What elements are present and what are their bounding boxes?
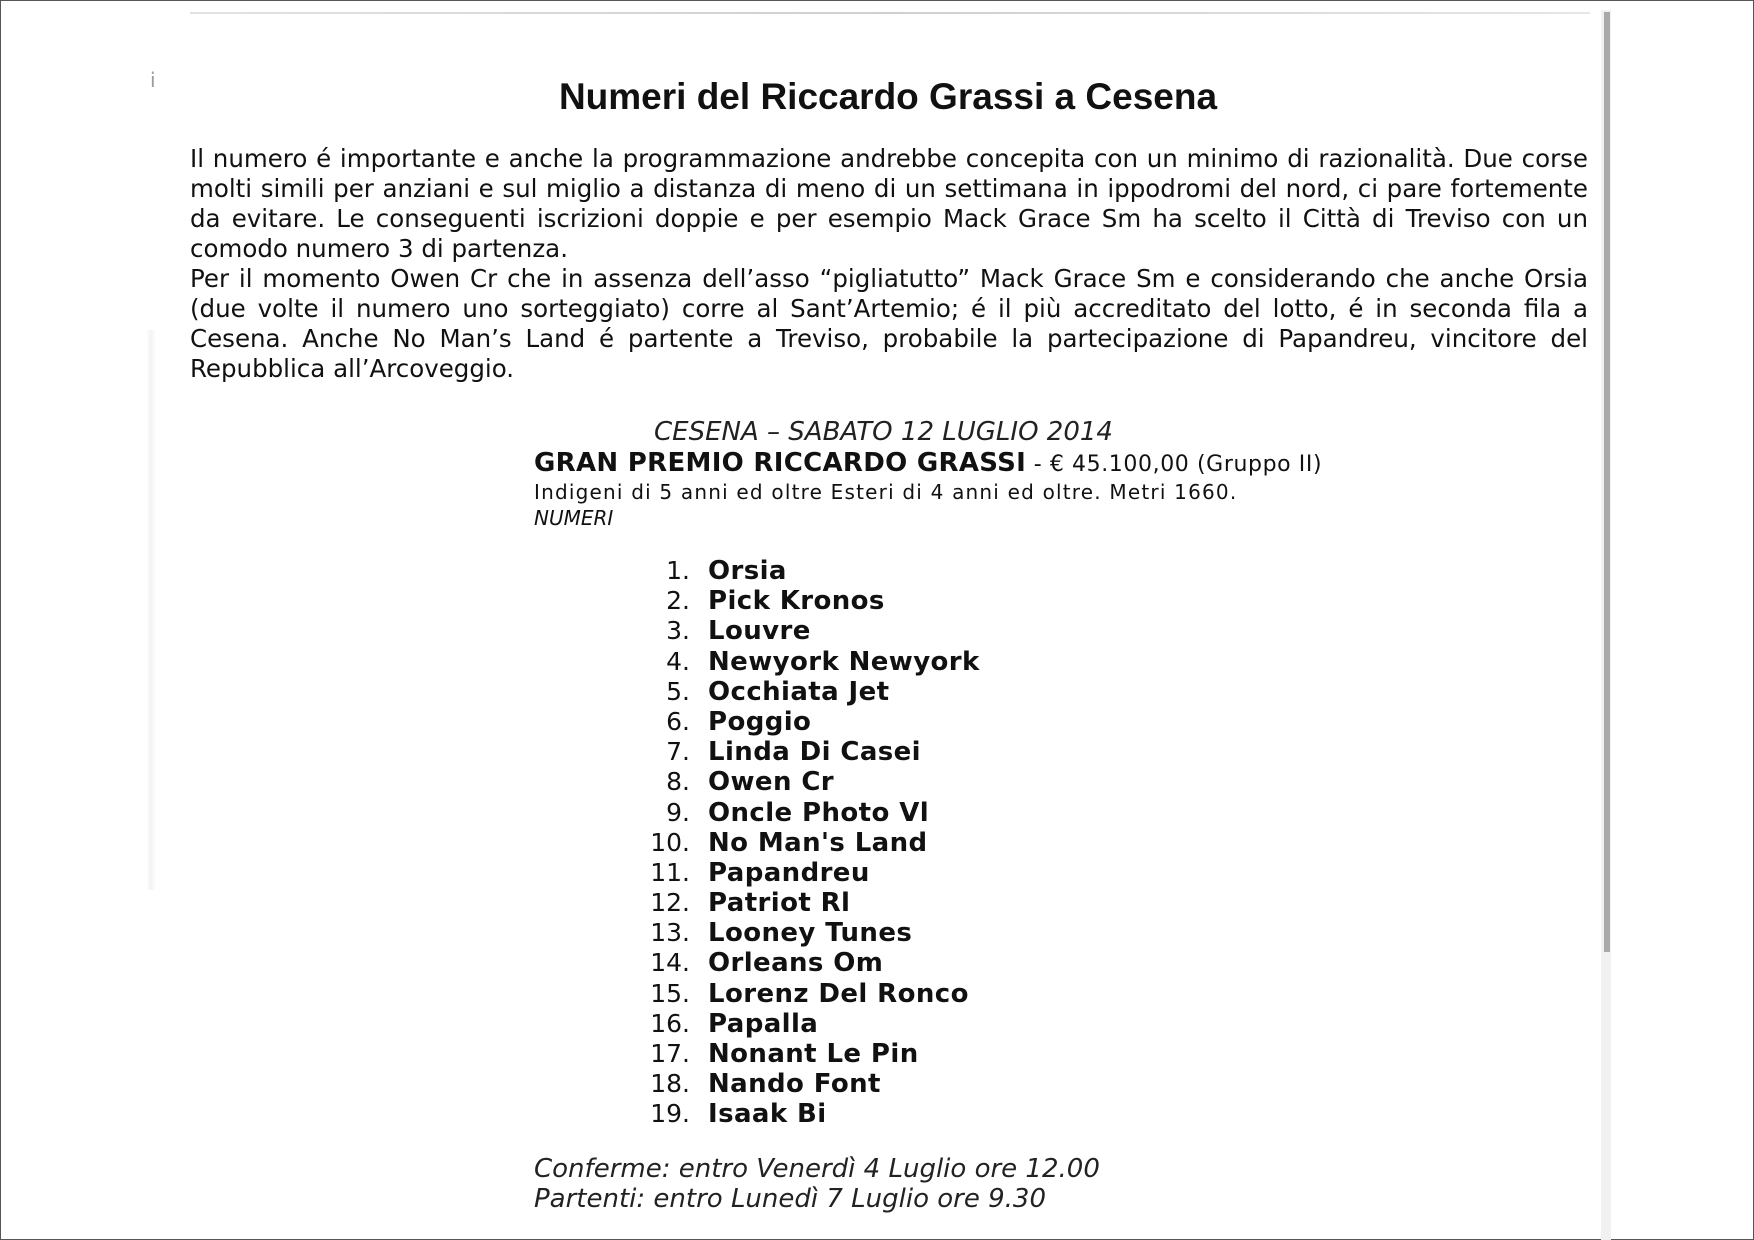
list-item xyxy=(620,979,980,1009)
race-conditions: Indigeni di 5 anni ed oltre Esteri di 4 anni ed oltre. Metri 1660. xyxy=(534,480,1238,504)
race-name: GRAN PREMIO RICCARDO GRASSI xyxy=(534,448,1027,478)
entry-number: 19. xyxy=(650,1099,690,1129)
entry-horse-name: Lorenz Del Ronco xyxy=(708,978,969,1009)
scrollbar-thumb[interactable] xyxy=(1604,12,1610,952)
entry-horse-name: No Man's Land xyxy=(708,827,928,858)
entry-horse-name: Nando Font xyxy=(708,1069,881,1100)
list-item xyxy=(620,828,980,858)
entry-number: 4. xyxy=(666,646,690,676)
intro-text xyxy=(190,144,1588,384)
list-item xyxy=(620,737,980,767)
entry-horse-name: Nonant Le Pin xyxy=(708,1039,919,1069)
list-item xyxy=(620,677,980,707)
entry-number: 11. xyxy=(650,857,690,887)
entry-horse-name: Looney Tunes xyxy=(708,918,913,949)
deadlines xyxy=(534,1154,1100,1214)
entry-number: 15. xyxy=(650,978,690,1008)
deadline-starters: Partenti: entro Lunedì 7 Luglio ore 9.30 xyxy=(534,1184,1047,1214)
list-item xyxy=(620,1069,980,1099)
margin-mark: i xyxy=(150,68,156,92)
list-item xyxy=(620,798,980,828)
list-item xyxy=(620,1039,980,1069)
list-item xyxy=(620,616,980,646)
entry-horse-name: Owen Cr xyxy=(708,767,835,798)
entry-horse-name: Papalla xyxy=(708,1008,819,1039)
intro-paragraph: Il numero é importante e anche la programmazione andrebbe concepita con un minimo di razionalità. Due corse molti simili per anziani e sul miglio a distanza di meno di un settimana in ippodromi del nord, ci pare fortemente da evitare. Le conseguenti iscrizioni doppie e per esempio Mack Grace Sm ha scelto il Città di Treviso con un comodo numero 3 di partenza. xyxy=(190,144,1588,263)
entry-number: 13. xyxy=(650,918,690,948)
entry-horse-name: Papandreu xyxy=(708,857,870,888)
entry-number: 16. xyxy=(650,1008,690,1038)
list-item xyxy=(620,767,980,797)
list-item xyxy=(620,888,980,918)
race-title-line xyxy=(534,448,1322,478)
list-item xyxy=(620,707,980,737)
entry-horse-name: Oncle Photo Vl xyxy=(708,797,930,828)
entry-number: 14. xyxy=(650,948,690,978)
intro-paragraph: Per il momento Owen Cr che in assenza dell’asso “pigliatutto” Mack Grace Sm e considerando che anche Orsia (due volte il numero uno sorteggiato) corre al Sant’Artemio; é il più accreditato del lotto, é in seconda fila a Cesena. Anche No Man’s Land é partente a Treviso, probabile la partecipazione di Papandreu, vincitore del Repubblica all’Arcoveggio. xyxy=(190,264,1588,383)
entry-horse-name: Pick Kronos xyxy=(708,586,885,617)
entry-horse-name: Occhiata Jet xyxy=(708,676,890,707)
entry-number: 5. xyxy=(666,676,690,706)
entry-number: 12. xyxy=(650,888,690,918)
page-title: Numeri del Riccardo Grassi a Cesena xyxy=(558,76,1218,117)
entry-horse-name: Poggio xyxy=(708,706,812,737)
numbers-label: NUMERI xyxy=(534,506,614,530)
list-item xyxy=(620,647,980,677)
entry-number: 17. xyxy=(650,1039,690,1068)
entry-horse-name: Newyork Newyork xyxy=(708,646,980,677)
entry-number: 3. xyxy=(666,616,690,646)
entry-number: 1. xyxy=(666,556,690,585)
entry-number: 7. xyxy=(666,737,690,767)
entry-number: 10. xyxy=(650,827,690,857)
entry-horse-name: Orsia xyxy=(708,556,787,586)
list-item xyxy=(620,948,980,978)
entry-number: 9. xyxy=(666,797,690,827)
top-rule xyxy=(190,12,1590,14)
list-item xyxy=(620,586,980,616)
deadline-confirmations: Conferme: entro Venerdì 4 Luglio ore 12.00 xyxy=(534,1154,1100,1184)
entry-horse-name: Linda Di Casei xyxy=(708,737,921,768)
race-prize: - € 45.100,00 (Gruppo II) xyxy=(1026,452,1323,477)
entry-number: 18. xyxy=(650,1069,690,1099)
entry-number: 8. xyxy=(666,767,690,797)
left-margin-shade xyxy=(146,330,156,890)
entry-horse-name: Isaak Bi xyxy=(708,1099,827,1130)
entry-number: 6. xyxy=(666,706,690,736)
race-date-line: CESENA – SABATO 12 LUGLIO 2014 xyxy=(654,417,1113,447)
list-item xyxy=(620,918,980,948)
list-item xyxy=(620,1099,980,1129)
list-item xyxy=(620,858,980,888)
entry-number: 2. xyxy=(666,586,690,616)
entries-list xyxy=(620,556,980,1130)
entry-horse-name: Orleans Om xyxy=(708,948,884,979)
list-item xyxy=(620,1009,980,1039)
list-item xyxy=(620,556,980,586)
entry-horse-name: Louvre xyxy=(708,616,811,647)
entry-horse-name: Patriot Rl xyxy=(708,888,851,919)
